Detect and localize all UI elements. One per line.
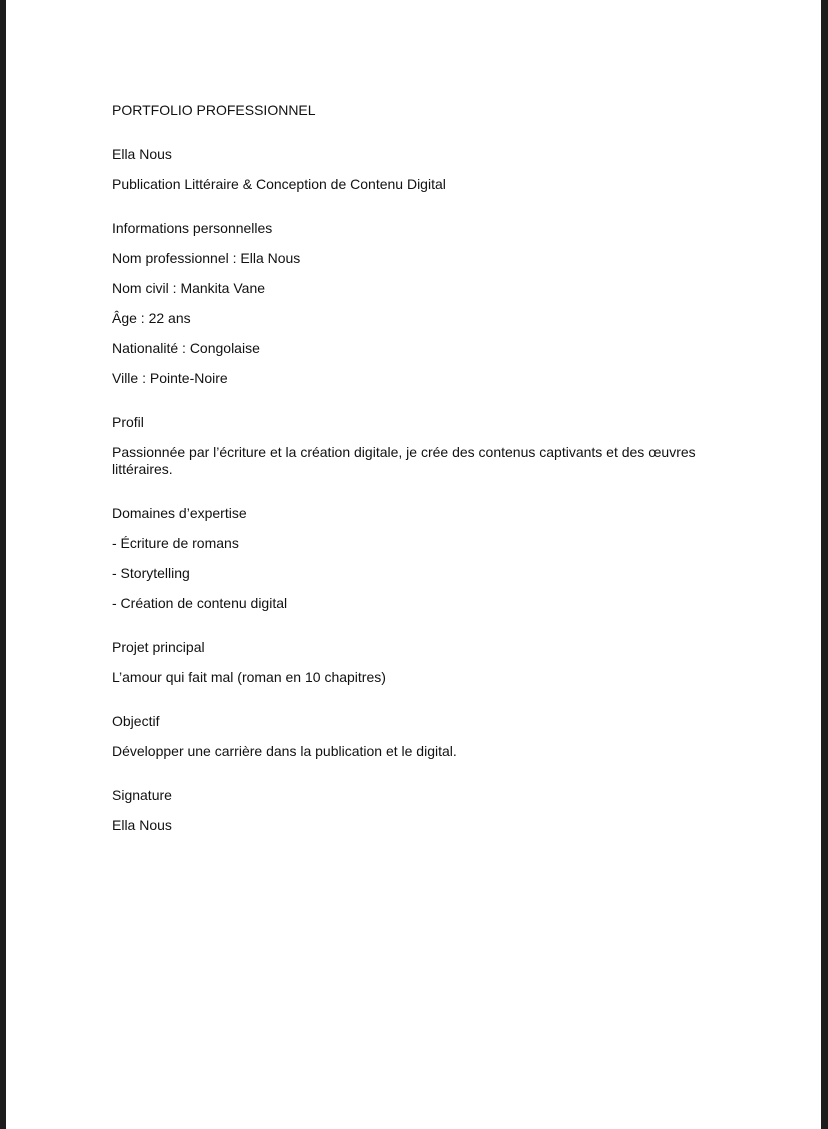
personal-info-heading: Informations personnelles <box>112 220 273 236</box>
age-line: Âge : 22 ans <box>112 310 191 326</box>
author-name: Ella Nous <box>112 146 172 162</box>
expertise-item: - Storytelling <box>112 565 190 581</box>
signature-heading: Signature <box>112 787 172 803</box>
city-line: Ville : Pointe-Noire <box>112 370 228 386</box>
objective-text: Développer une carrière dans la publication et le digital. <box>112 743 457 759</box>
document-subtitle: Publication Littéraire & Conception de Contenu Digital <box>112 176 446 192</box>
civil-name-line: Nom civil : Mankita Vane <box>112 280 266 296</box>
document-page <box>6 0 821 1129</box>
signature-text: Ella Nous <box>112 817 172 833</box>
profile-text: Passionnée par l’écriture et la création digitale, je crée des contenus captivants et des œuvres littéraires. <box>112 444 696 477</box>
expertise-heading: Domaines d’expertise <box>112 505 247 521</box>
project-heading: Projet principal <box>112 639 205 655</box>
professional-name-line: Nom professionnel : Ella Nous <box>112 250 301 266</box>
expertise-item: - Écriture de romans <box>112 535 239 551</box>
document-title: PORTFOLIO PROFESSIONNEL <box>112 102 316 118</box>
nationality-line: Nationalité : Congolaise <box>112 340 260 356</box>
expertise-item: - Création de contenu digital <box>112 595 288 611</box>
project-text: L’amour qui fait mal (roman en 10 chapitres) <box>112 669 386 685</box>
objective-heading: Objectif <box>112 713 160 729</box>
profile-heading: Profil <box>112 414 144 430</box>
